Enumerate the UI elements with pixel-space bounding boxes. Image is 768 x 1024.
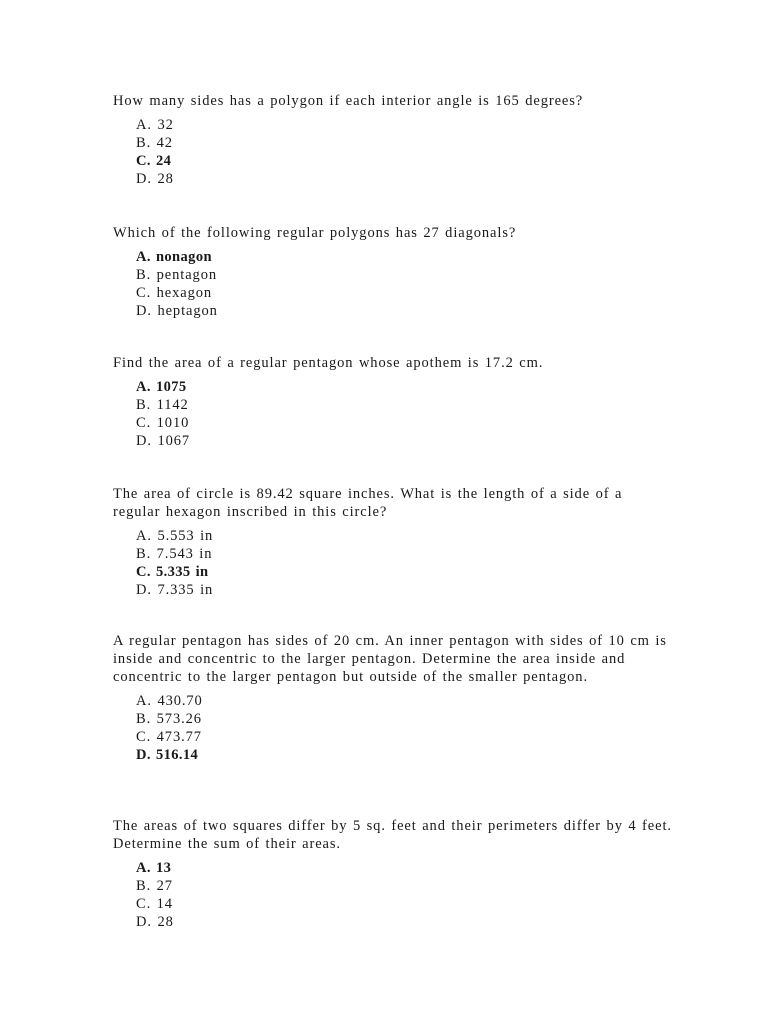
choice-d-correct: D. 516.14 <box>136 747 199 763</box>
choice-list <box>136 248 673 320</box>
choice-c: C. 473.77 <box>136 729 202 745</box>
question-2 <box>113 224 673 320</box>
choice-list <box>136 527 673 599</box>
choice-b: B. 573.26 <box>136 711 202 727</box>
choice-b: B. 7.543 in <box>136 546 213 562</box>
question-5 <box>113 632 673 764</box>
choice-d: D. 1067 <box>136 433 191 449</box>
question-4 <box>113 485 673 599</box>
choice-c: C. hexagon <box>136 285 213 301</box>
choice-c-correct: C. 24 <box>136 153 172 169</box>
question-stem: The areas of two squares differ by 5 sq. feet and their perimeters differ by 4 feet. Determine the sum of their areas. <box>113 818 672 852</box>
choice-list <box>136 692 673 764</box>
choice-a: A. 430.70 <box>136 693 203 709</box>
choice-a-correct: A. nonagon <box>136 249 212 265</box>
question-stem: Which of the following regular polygons has 27 diagonals? <box>113 225 517 241</box>
choice-a-correct: A. 1075 <box>136 379 187 395</box>
choice-list <box>136 116 673 188</box>
choice-c: C. 1010 <box>136 415 190 431</box>
question-stem: Find the area of a regular pentagon whose apothem is 17.2 cm. <box>113 355 544 371</box>
choice-d: D. 7.335 in <box>136 582 214 598</box>
question-1 <box>113 92 673 188</box>
choice-b: B. pentagon <box>136 267 217 283</box>
choice-a: A. 32 <box>136 117 174 133</box>
choice-d: D. heptagon <box>136 303 218 319</box>
choice-a-correct: A. 13 <box>136 860 172 876</box>
choice-d: D. 28 <box>136 914 174 930</box>
question-stem: The area of circle is 89.42 square inches. What is the length of a side of a regular hexagon inscribed in this circle? <box>113 486 623 520</box>
choice-list <box>136 378 673 450</box>
choice-c-correct: C. 5.335 in <box>136 564 209 580</box>
choice-b: B. 27 <box>136 878 173 894</box>
choice-b: B. 42 <box>136 135 173 151</box>
question-stem: How many sides has a polygon if each interior angle is 165 degrees? <box>113 93 584 109</box>
question-6 <box>113 817 673 931</box>
choice-d: D. 28 <box>136 171 174 187</box>
choice-list <box>136 859 673 931</box>
choice-a: A. 5.553 in <box>136 528 214 544</box>
question-3 <box>113 354 673 450</box>
question-stem: A regular pentagon has sides of 20 cm. An inner pentagon with sides of 10 cm is inside and concentric to the larger pentagon. Determine the area inside and concentric to the larger pentagon but outside of the smaller pentagon. <box>113 633 667 685</box>
choice-c: C. 14 <box>136 896 173 912</box>
choice-b: B. 1142 <box>136 397 189 413</box>
